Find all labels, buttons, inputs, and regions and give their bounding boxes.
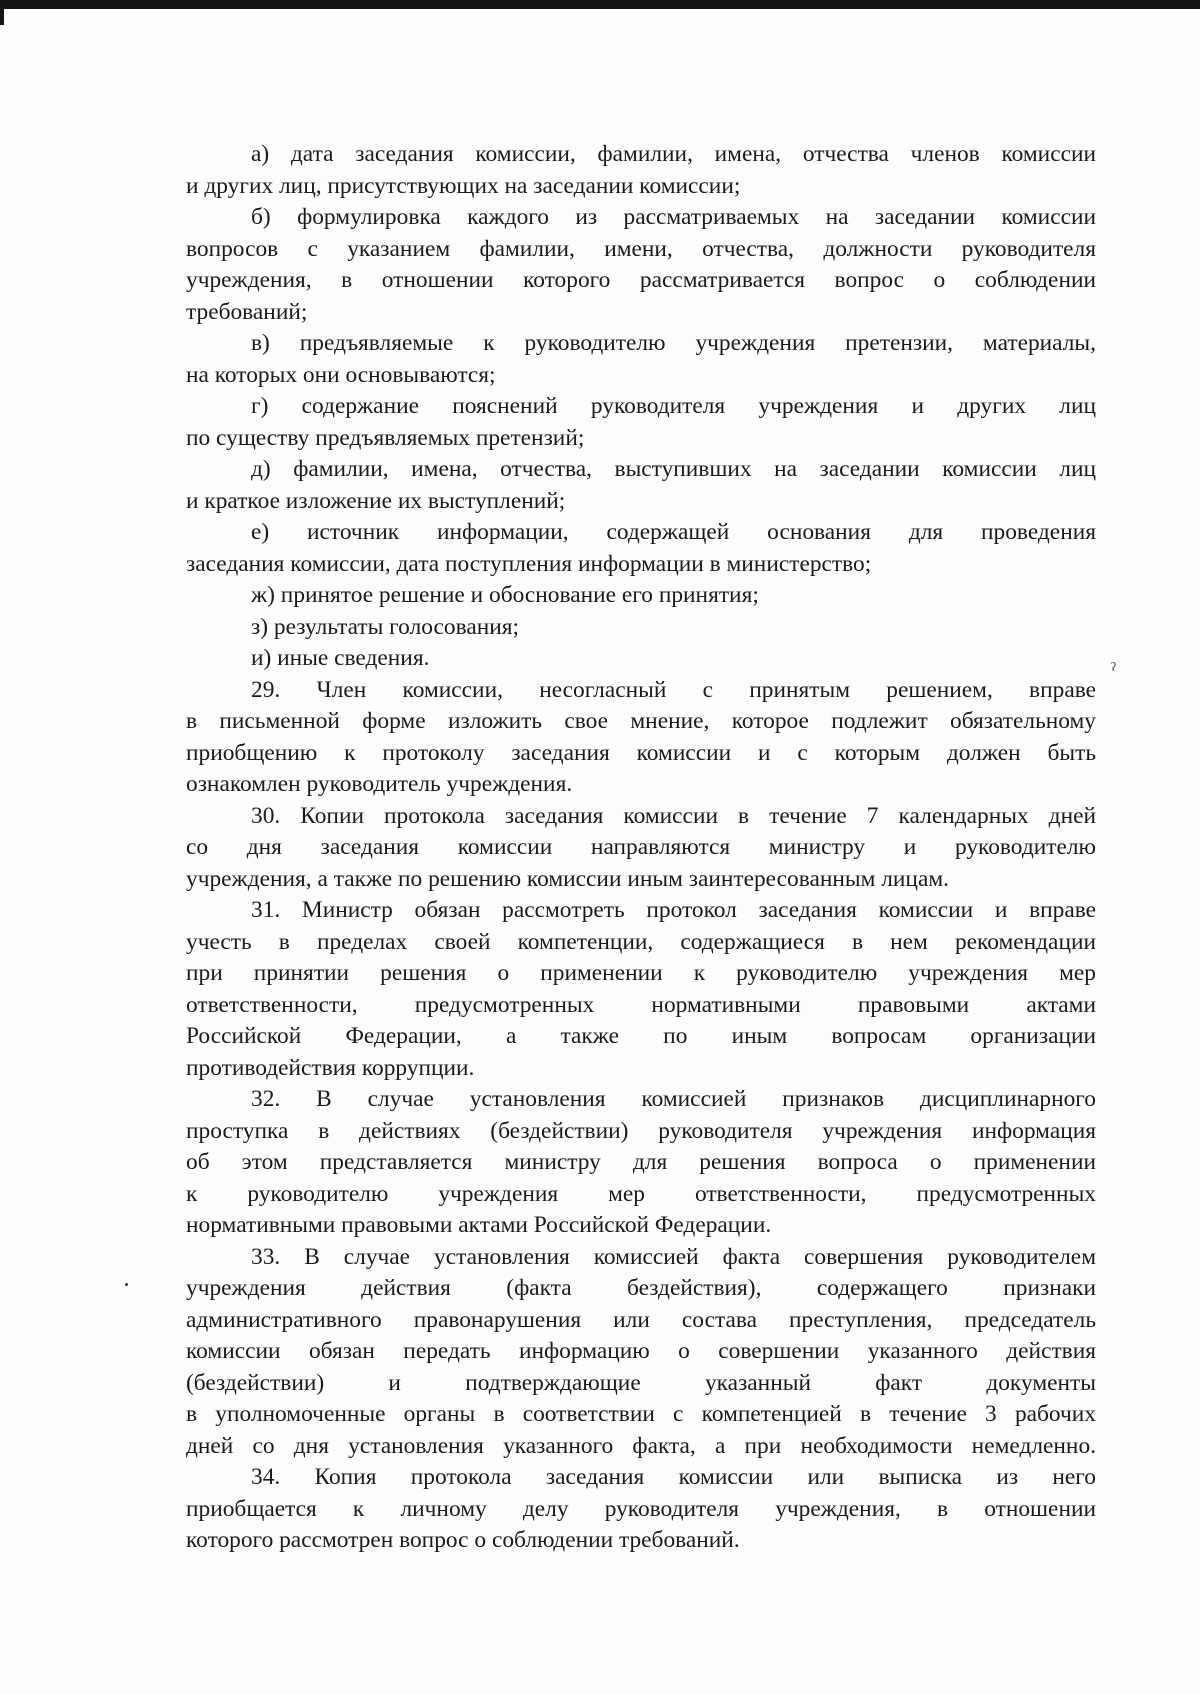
text-line: учреждения действия (факта бездействия), содержащего признаки xyxy=(186,1275,1096,1301)
document-body xyxy=(186,139,1096,1557)
text-line: в) предъявляемые к руководителю учреждения претензии, материалы, xyxy=(251,330,1096,356)
text-line: и краткое изложение их выступлений; xyxy=(186,487,566,514)
text-line: 31. Министр обязан рассмотреть протокол заседания комиссии и вправе xyxy=(251,897,1096,923)
text-line: заседания комиссии, дата поступления информации в министерство; xyxy=(186,550,872,577)
text-line: к руководителю учреждения мер ответственности, предусмотренных xyxy=(186,1180,1096,1207)
text-line: учреждения, а также по решению комиссии иным заинтересованным лицам. xyxy=(186,865,949,892)
text-line: дней со дня установления указанного факта, а при необходимости немедленно. xyxy=(186,1432,1096,1459)
text-line: а) дата заседания комиссии, фамилии, имена, отчества членов комиссии xyxy=(251,141,1096,167)
text-line: об этом представляется министру для решения вопроса о применении xyxy=(186,1149,1096,1175)
text-line: ознакомлен руководитель учреждения. xyxy=(186,771,573,797)
pen-mark: ˀ xyxy=(1111,659,1116,681)
text-line: на которых они основываются; xyxy=(186,361,496,388)
text-line: 29. Член комиссии, несогласный с принятым решением, вправе xyxy=(251,676,1096,703)
text-line: нормативными правовыми актами Российской Федерации. xyxy=(186,1212,772,1238)
text-line: проступка в действиях (бездействии) руководителя учреждения информация xyxy=(186,1117,1096,1144)
text-line: административного правонарушения или состава преступления, председатель xyxy=(186,1306,1096,1333)
text-line: по существу предъявляемых претензий; xyxy=(186,424,585,451)
text-line: ответственности, предусмотренных нормативными правовыми актами xyxy=(186,991,1096,1018)
text-line: приобщению к протоколу заседания комиссии и с которым должен быть xyxy=(186,739,1096,766)
text-line: Российской Федерации, а также по иным вопросам организации xyxy=(186,1023,1096,1049)
text-line: г) содержание пояснений руководителя учреждения и других лиц xyxy=(251,393,1096,419)
scan-border-mark xyxy=(0,9,4,25)
text-line: требований; xyxy=(186,298,308,325)
text-line: со дня заседания комиссии направляются министру и руководителю xyxy=(186,834,1096,860)
text-line: д) фамилии, имена, отчества, выступивших на заседании комиссии лиц xyxy=(251,456,1096,482)
text-line: учреждения, в отношении которого рассматривается вопрос о соблюдении xyxy=(186,267,1096,293)
text-line: при принятии решения о применении к руководителю учреждения мер xyxy=(186,960,1096,986)
text-line: в уполномоченные органы в соответствии с компетенцией в течение 3 рабочих xyxy=(186,1401,1096,1427)
text-line: е) источник информации, содержащей основания для проведения xyxy=(251,519,1096,545)
text-line: 32. В случае установления комиссией признаков дисциплинарного xyxy=(251,1086,1096,1112)
text-line: и других лиц, присутствующих на заседании комиссии; xyxy=(186,172,741,199)
text-line: 30. Копии протокола заседания комиссии в течение 7 календарных дней xyxy=(251,802,1096,829)
text-line: которого рассмотрен вопрос о соблюдении требований. xyxy=(186,1527,740,1553)
text-line: противодействия коррупции. xyxy=(186,1054,475,1081)
text-line: 33. В случае установления комиссией факта совершения руководителем xyxy=(251,1243,1096,1270)
text-line: б) формулировка каждого из рассматриваемых на заседании комиссии xyxy=(251,204,1096,230)
text-line: приобщается к личному делу руководителя учреждения, в отношении xyxy=(186,1495,1096,1522)
text-line: з) результаты голосования; xyxy=(251,613,520,640)
text-line: вопросов с указанием фамилии, имени, отчества, должности руководителя xyxy=(186,235,1096,262)
text-line: ж) принятое решение и обоснование его принятия; xyxy=(251,582,759,608)
text-line: комиссии обязан передать информацию о совершении указанного действия xyxy=(186,1338,1096,1364)
scan-border xyxy=(0,0,1200,9)
text-line: в письменной форме изложить свое мнение, которое подлежит обязательному xyxy=(186,708,1096,734)
text-line: учесть в пределах своей компетенции, содержащиеся в нем рекомендации xyxy=(186,928,1096,955)
text-line: 34. Копия протокола заседания комиссии или выписка из него xyxy=(251,1464,1096,1490)
scan-speck xyxy=(125,1283,128,1286)
text-line: (бездействии) и подтверждающие указанный факт документы xyxy=(186,1369,1096,1396)
text-line: и) иные сведения. xyxy=(251,645,430,671)
